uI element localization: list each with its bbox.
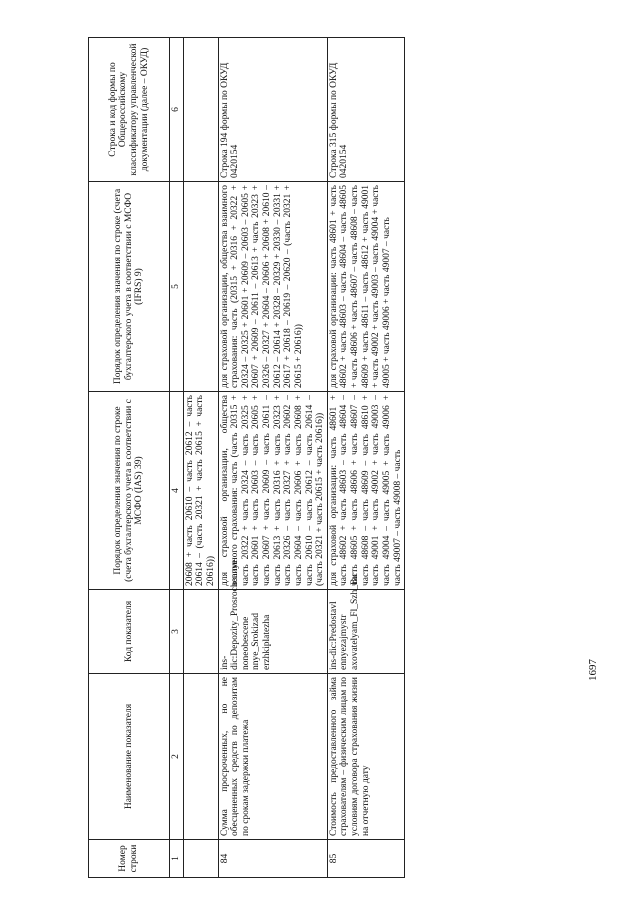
cell-ifrs9-rule: для страховой организации, общества взаимного страхования: часть (20315 + 20316 + 20322 + 20324 – 20325 + 20601 + 20609 – 20603 – 20605 + 20607 + 20609 – 20611 – 20613 + часть 20323 + 20326 – 20327 + 20604 – 20606 + 20608 + 20610 – 20612 – 20614 + 20328 – 20329 + 20330 – 20331 + 20617 + 20618 – 20619 – 20620 – (часть 20321 + 20615 + 20616)) bbox=[218, 182, 327, 392]
col-number: 5 bbox=[170, 182, 184, 392]
indicator-table bbox=[88, 37, 405, 878]
header-row bbox=[89, 38, 170, 878]
cell-ias39-rule: для страховой организации: часть 48601 + часть 48602 + часть 48603 – часть 48604 – часть 48605 + часть 48606 + часть 48607 – часть 48608 – часть 48609 – часть 48610 + часть 49001 + часть 49002 + часть 49003 – часть 49004 – часть 49005 + часть 49006 + часть 49007 – часть 49008 – часть bbox=[327, 392, 404, 590]
cell-indicator-code: ins-dic:Predostavl ennyezajmystr axovatelyam_Fl_Szh_Bu bbox=[327, 590, 404, 674]
cell-ias39-rule: для страховой организации, общества взаимного страхования: часть (часть 20315 + часть 20322 + часть 20324 – часть 20325 + часть 20601 + часть 20603 – часть 20605 + часть 20607 + часть 20609 – часть 20611 – часть 20613 + часть 20316 + часть 20323 + часть 20326 – часть 20327 + часть 20602 – часть 20604 – часть 20606 + часть 20608 + часть 20610 – часть 20612 – часть 20614 – (часть 20321 + часть 20615 + часть 20616)) bbox=[218, 392, 327, 590]
cell-empty bbox=[183, 840, 218, 878]
col-number: 2 bbox=[170, 674, 184, 840]
cell-empty bbox=[183, 674, 218, 840]
cell-okud-line: Строка 315 формы по ОКУД 0420154 bbox=[327, 38, 404, 182]
cell-indicator-name: Стоимость предоставленного займа страхователям – физическим лицам по условиям договора страхования жизни на отчетную дату bbox=[327, 674, 404, 840]
col-number: 1 bbox=[170, 840, 184, 878]
cell-ias39-continuation: 20608 + часть 20610 – часть 20612 – часть 20614 – (часть 20321 + часть 20615 + часть 20616)) bbox=[183, 392, 218, 590]
header-indicator-code: Код показателя bbox=[89, 590, 170, 674]
cell-row-number: 85 bbox=[327, 840, 404, 878]
header-row-number: Номер строки bbox=[89, 840, 170, 878]
header-indicator-name: Наименование показателя bbox=[89, 674, 170, 840]
cell-okud-line: Строка 194 формы по ОКУД 0420154 bbox=[218, 38, 327, 182]
header-ifrs9-rule: Порядок определения значения по строке (счета бухгалтерского учета в соответствии с МСФО (IFRS) 9) bbox=[89, 182, 170, 392]
cell-indicator-name: Сумма просроченных, но не обесцененных средств по депозитам по срокам задержки платежа bbox=[218, 674, 327, 840]
cell-indicator-code: ins-dic:Depozity_Prosrochennye noneobescene nnye_Srokizad erzhkiplatezha bbox=[218, 590, 327, 674]
col-number: 6 bbox=[170, 38, 184, 182]
cell-empty bbox=[183, 38, 218, 182]
continuation-row bbox=[183, 38, 218, 878]
cell-empty bbox=[183, 590, 218, 674]
cell-empty bbox=[183, 182, 218, 392]
header-ias39-rule: Порядок определения значения по строке (счета бухгалтерского учета в соответствии с МСФО (IAS) 39) bbox=[89, 392, 170, 590]
table-row bbox=[218, 38, 327, 878]
table-row bbox=[327, 38, 404, 878]
col-number: 3 bbox=[170, 590, 184, 674]
col-number: 4 bbox=[170, 392, 184, 590]
page-number: 1697 bbox=[587, 659, 599, 681]
cell-row-number: 84 bbox=[218, 840, 327, 878]
column-number-row bbox=[170, 38, 184, 878]
cell-ifrs9-rule: для страховой организации: часть 48601 + часть 48602 + часть 48603 – часть 48604 – часть 48605 + часть 48606 + часть 48607 – часть 48608 – часть 48609 + часть 48611 – часть 48612 + часть 49001 + часть 49002 + часть 49003 – часть 49004 + часть 49005 + часть 49006 + часть 49007 – часть bbox=[327, 182, 404, 392]
rotated-page bbox=[88, 38, 560, 878]
header-okud-line: Строка и код формы по Общероссийскому классификатору управленческой документации (далее – ОКУД) bbox=[89, 38, 170, 182]
